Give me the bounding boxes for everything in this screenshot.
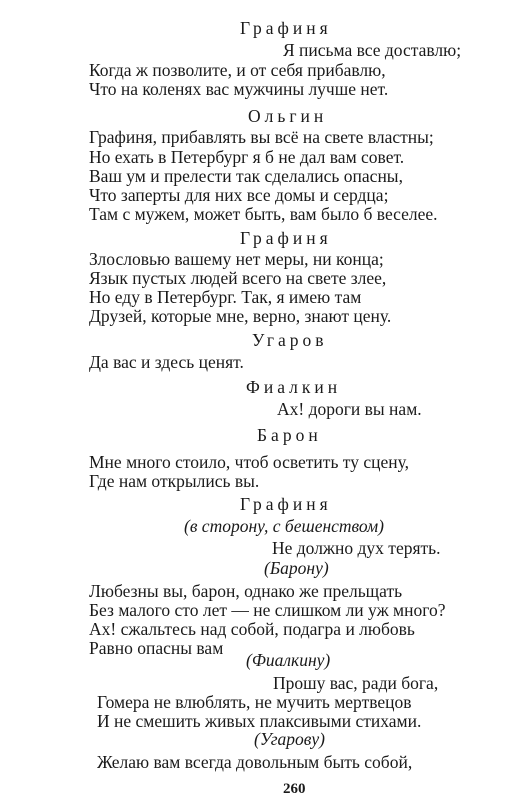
stage-direction: (в сторону, с бешенством)	[184, 516, 385, 536]
speaker-name: Барон	[257, 425, 322, 445]
verse-line: Ваш ум и прелести так сделались опасны,	[89, 166, 403, 186]
verse-line: Без малого сто лет — не слишком ли уж много?	[89, 600, 446, 620]
stage-direction: (Барону)	[264, 558, 329, 578]
verse-line: Равно опасны вам	[89, 638, 224, 658]
verse-line: Когда ж позволите, и от себя прибавлю,	[89, 60, 386, 80]
speaker-name: Ольгин	[248, 106, 328, 126]
stage-direction: (Угарову)	[254, 729, 325, 749]
speaker-name: Фиалкин	[246, 377, 342, 397]
verse-line: Ах! дороги вы нам.	[277, 399, 422, 419]
verse-line: Желаю вам всегда довольным быть собой,	[97, 752, 413, 772]
verse-line: Где нам открылись вы.	[89, 471, 260, 491]
verse-line: Что на коленях вас мужчины лучше нет.	[89, 79, 389, 99]
verse-line: Да вас и здесь ценят.	[89, 352, 244, 372]
verse-line: Гомера не влюблять, не мучить мертвецов	[97, 692, 412, 712]
verse-line: Не должно дух терять.	[272, 538, 441, 558]
speaker-name: Угаров	[252, 330, 328, 350]
verse-line: Злословью вашему нет меры, ни конца;	[89, 249, 384, 269]
speaker-name: Графиня	[240, 494, 332, 514]
verse-line: Ах! сжальтесь над собой, подагра и любовь	[89, 619, 415, 639]
verse-line: Мне много стоило, чтоб осветить ту сцену,	[89, 452, 409, 472]
verse-line: Друзей, которые мне, верно, знают цену.	[89, 306, 392, 326]
verse-line: Любезны вы, барон, однако же прельщать	[89, 581, 403, 601]
page-number: 260	[283, 781, 306, 797]
verse-line: Но еду в Петербург. Так, я имею там	[89, 287, 362, 307]
verse-line: Но ехать в Петербург я б не дал вам совет.	[89, 147, 405, 167]
verse-line: Что заперты для них все домы и сердца;	[89, 185, 389, 205]
verse-line: Прошу вас, ради бога,	[273, 673, 439, 693]
speaker-name: Графиня	[240, 18, 332, 38]
verse-line: Там с мужем, может быть, вам было б веселее.	[89, 204, 438, 224]
verse-line: И не смешить живых плаксивыми стихами.	[97, 711, 422, 731]
verse-line: Я письма все доставлю;	[283, 40, 462, 60]
verse-line: Язык пустых людей всего на свете злее,	[89, 268, 387, 288]
speaker-name: Графиня	[240, 228, 332, 248]
verse-line: Графиня, прибавлять вы всё на свете властны;	[89, 127, 434, 147]
stage-direction: (Фиалкину)	[246, 650, 331, 670]
